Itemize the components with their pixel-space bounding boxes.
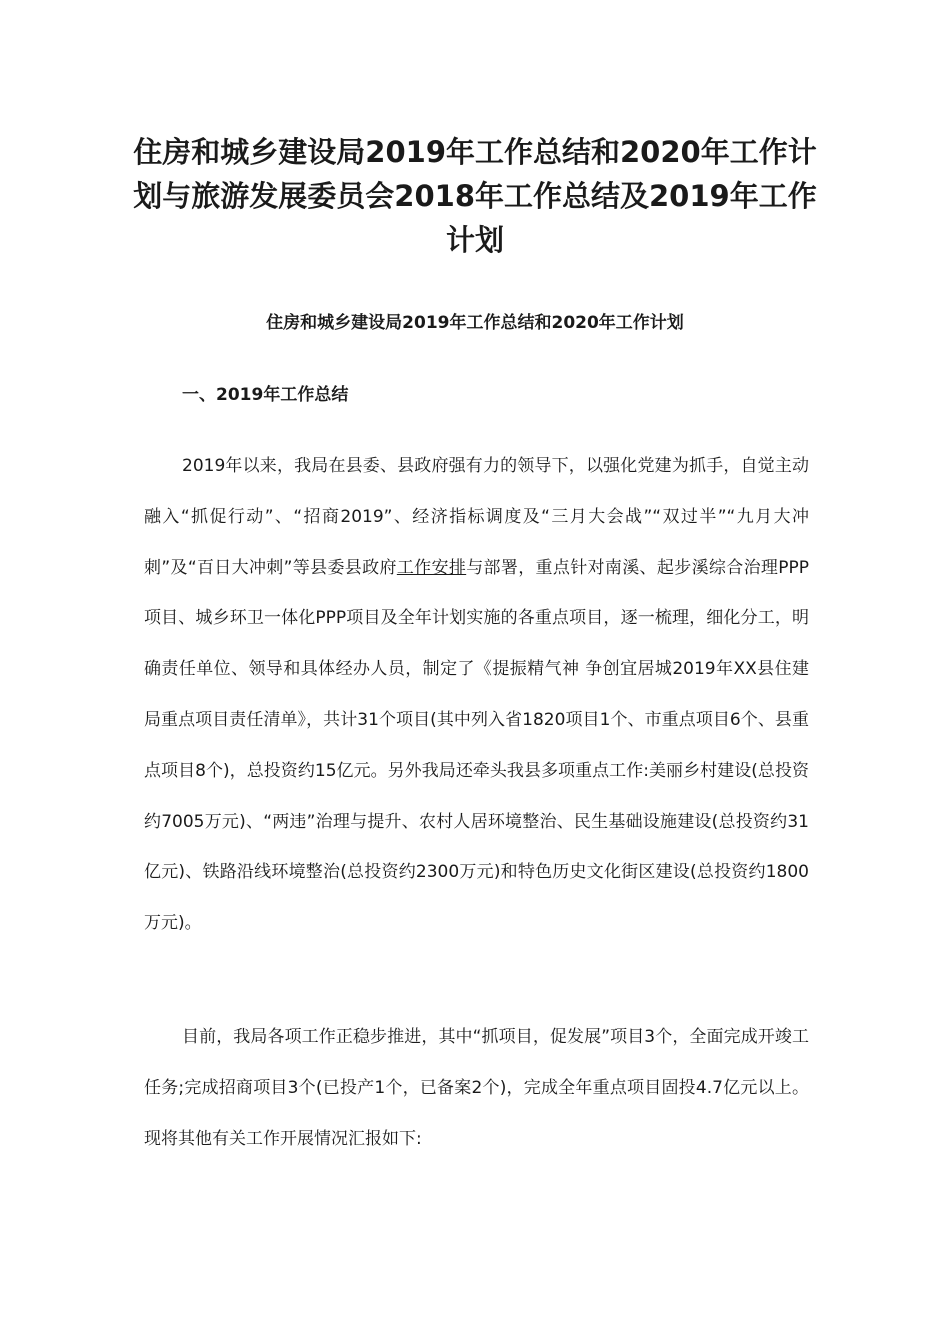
- section-heading: 一、2019年工作总结: [182, 385, 349, 405]
- paragraph-1: [144, 441, 809, 949]
- document-subtitle: 住房和城乡建设局2019年工作总结和2020年工作计划: [266, 313, 684, 333]
- paragraph-2: 目前，我局各项工作正稳步推进，其中“抓项目，促发展”项目3个，全面完成开竣工任务;完成招商项目3个(已投产1个，已备案2个)，完成全年重点项目固投4.7亿元以上。现将其他有关工作开展情况汇报如下:: [144, 1027, 809, 1149]
- work-arrangement-link[interactable]: 工作安排: [396, 557, 467, 578]
- document-title: 住房和城乡建设局2019年工作总结和2020年工作计划与旅游发展委员会2018年工作总结及2019年工作计划: [133, 135, 817, 257]
- paragraph-1-text-a: 2019年以来，我局在县委、县政府强有力的领导下，以强化党建为抓手，自觉主动融入“抓促行动”、“招商2019”、经济指标调度及“三月大会战”“双过半”“九月大冲刺”及“百日大冲刺”等县委县政府: [144, 456, 809, 578]
- paragraph-1-text-b: 与部署，重点针对南溪、起步溪综合治理PPP项目、城乡环卫一体化PPP项目及全年计划实施的各重点项目，逐一梳理，细化分工，明确责任单位、领导和具体经办人员，制定了《提振精气神 争创宜居城2019年XX县住建局重点项目责任清单》，共计31个项目(其中列入省1820项目1个、市重点项目6个、县重点项目8个)，总投资约15亿元。另外我局还牵头我县多项重点工作:美丽乡村建设(总投资约7005万元)、“两违”治理与提升、农村人居环境整治、民生基础设施建设(总投资约31亿元)、铁路沿线环境整治(总投资约2300万元)和特色历史文化街区建设(总投资约1800万元)。: [144, 557, 810, 934]
